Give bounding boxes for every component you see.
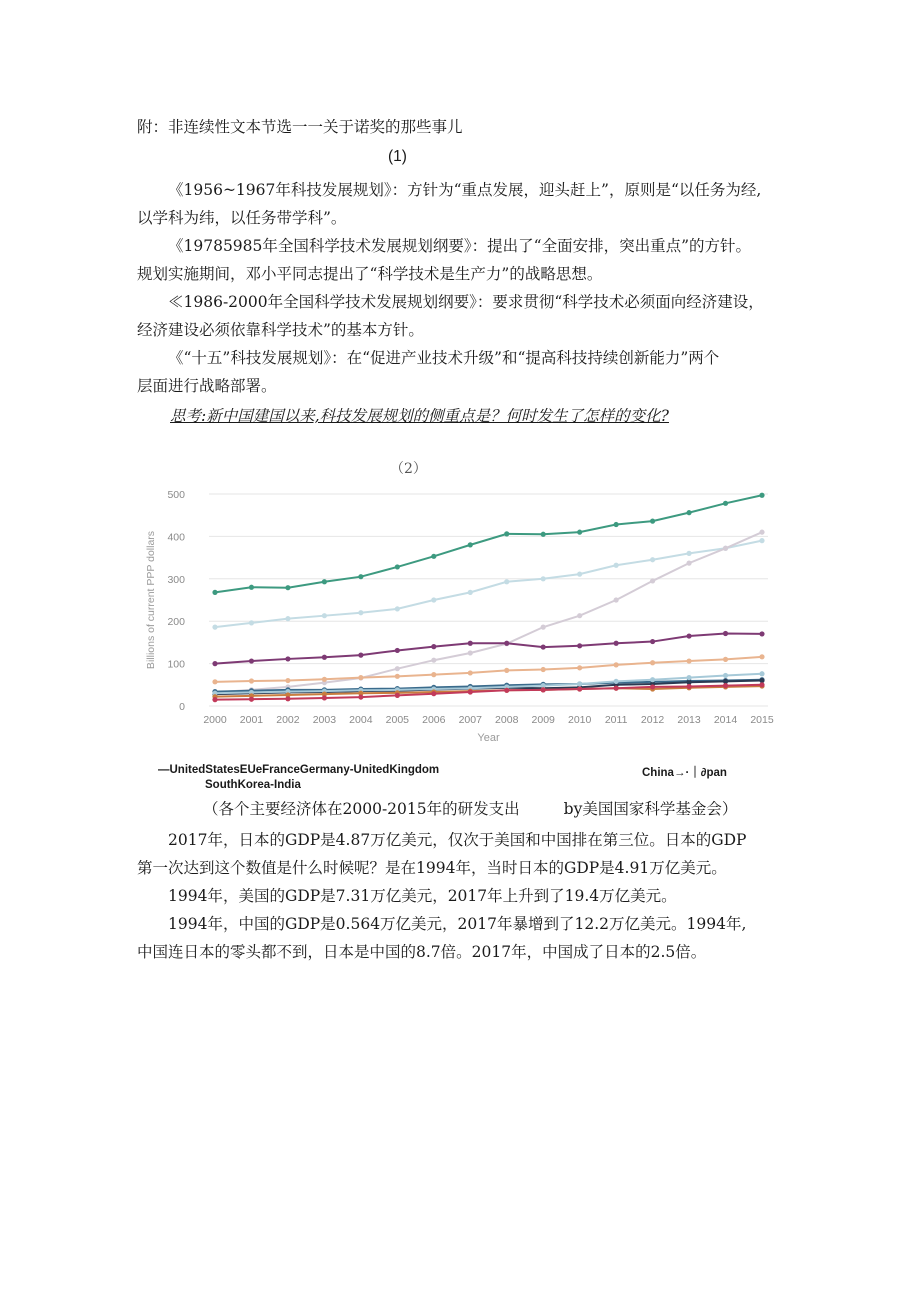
x-tick-label: 2003 (312, 714, 337, 726)
data-point (468, 689, 473, 694)
data-point (614, 563, 619, 568)
data-point (650, 557, 655, 562)
data-point (395, 666, 400, 671)
data-point (686, 551, 691, 556)
data-point (686, 633, 691, 638)
data-point (212, 697, 217, 702)
gdp-paragraph-2 (137, 882, 787, 910)
data-point (723, 673, 728, 678)
plan-4 (137, 344, 787, 400)
series-line-1 (215, 541, 762, 627)
data-point (650, 684, 655, 689)
data-point (212, 679, 217, 684)
plan-2-line-1: 《19785985年全国科学技术发展规划纲要》：提出了“全面安排，突出重点”的方针。 (168, 237, 751, 255)
data-point (322, 655, 327, 660)
x-tick-label: 2007 (458, 714, 482, 726)
series-line-2 (215, 532, 762, 692)
data-point (577, 572, 582, 577)
data-point (686, 658, 691, 663)
x-tick-label: 2000 (203, 714, 227, 726)
data-point (759, 493, 764, 498)
data-point (759, 671, 764, 676)
data-point (614, 679, 619, 684)
think-question: 思考:新中国建国以来,科技发展规划的侧重点是？何时发生了怎样的变化? (170, 407, 669, 425)
data-point (723, 546, 728, 551)
plan-2 (137, 232, 787, 288)
data-point (541, 532, 546, 537)
data-point (614, 597, 619, 602)
rd-spending-chart (140, 478, 780, 748)
data-point (686, 675, 691, 680)
data-point (614, 641, 619, 646)
data-point (212, 661, 217, 666)
data-point (431, 597, 436, 602)
gdp-paragraph-3-line-1: 1994年，中国的GDP是0.564万亿美元，2017年暴增到了12.2万亿美元。1994年, (168, 915, 747, 933)
data-point (504, 668, 509, 673)
section-1-label: (1) (388, 148, 407, 165)
plan-3-line-1: ≪1986-2000年全国科学技术发展规划纲要》：要求贯彻“科学技术必须面向经济建设， (168, 293, 764, 311)
data-point (723, 501, 728, 506)
data-point (358, 574, 363, 579)
x-tick-label: 2015 (750, 714, 774, 726)
data-point (723, 657, 728, 662)
y-tick-label: 300 (167, 573, 185, 586)
x-tick-label: 2010 (567, 714, 592, 726)
plan-1 (137, 176, 787, 232)
data-point (650, 660, 655, 665)
data-point (541, 576, 546, 581)
x-tick-label: 2001 (239, 714, 264, 726)
data-point (249, 585, 254, 590)
data-point (431, 672, 436, 677)
data-point (577, 665, 582, 670)
y-tick-label: 0 (179, 701, 185, 713)
gdp-paragraph-1-line-2: 第一次达到这个数值是什么时候呢？是在1994年，当时日本的GDP是4.91万亿美元。 (137, 859, 727, 877)
data-point (468, 650, 473, 655)
data-point (285, 656, 290, 661)
data-point (650, 578, 655, 583)
data-point (723, 683, 728, 688)
data-point (395, 693, 400, 698)
chart-caption-source: by美国国家科学基金会） (563, 800, 738, 818)
data-point (249, 678, 254, 683)
data-point (322, 695, 327, 700)
x-tick-label: 2011 (604, 714, 628, 726)
data-point (395, 674, 400, 679)
x-tick-label: 2014 (713, 714, 738, 726)
x-axis-label: Year (477, 732, 500, 744)
data-point (577, 613, 582, 618)
data-point (322, 579, 327, 584)
data-point (358, 653, 363, 658)
x-tick-label: 2005 (385, 714, 410, 726)
data-point (577, 530, 582, 535)
data-point (468, 641, 473, 646)
data-point (322, 613, 327, 618)
data-point (249, 697, 254, 702)
data-point (395, 648, 400, 653)
plan-3-line-2: 经济建设必须依靠科学技术”的基本方针。 (137, 321, 424, 339)
data-point (285, 696, 290, 701)
plan-2-line-2: 规划实施期间，邓小平同志提出了“科学技术是生产力”的战略思想。 (137, 265, 603, 283)
data-point (759, 654, 764, 659)
y-tick-label: 100 (167, 658, 185, 671)
x-tick-label: 2006 (422, 714, 446, 726)
data-point (541, 644, 546, 649)
data-point (431, 658, 436, 663)
plan-4-line-1: 《“十五”科技发展规划》：在“促进产业技术升级”和“提高科技持续创新能力”两个 (168, 349, 720, 367)
section-2-label: （2） (390, 461, 427, 477)
x-tick-label: 2004 (349, 714, 373, 726)
y-tick-label: 400 (167, 531, 185, 544)
plan-1-line-1: 《1956~1967年科技发展规划》：方针为“重点发展，迎头赶上”，原则是“以任务为经, (168, 181, 762, 199)
gdp-paragraph-1 (137, 826, 787, 882)
y-tick-label: 200 (167, 616, 185, 629)
data-point (541, 687, 546, 692)
data-point (577, 681, 582, 686)
document-heading: 附：非连续性文本节选一一关于诺奖的那些事儿 (137, 118, 463, 136)
data-point (431, 691, 436, 696)
chart-caption-text: （各个主要经济体在2000-2015年的研发支出 (203, 800, 520, 818)
data-point (614, 522, 619, 527)
data-point (468, 590, 473, 595)
data-point (212, 590, 217, 595)
x-tick-label: 2013 (677, 714, 701, 726)
data-point (686, 561, 691, 566)
data-point (395, 564, 400, 569)
data-point (650, 639, 655, 644)
data-point (614, 686, 619, 691)
data-point (650, 677, 655, 682)
data-point (577, 643, 582, 648)
data-point (504, 531, 509, 536)
x-tick-label: 2008 (495, 714, 519, 726)
data-point (686, 510, 691, 515)
data-point (759, 682, 764, 687)
data-point (614, 662, 619, 667)
series-line-0 (215, 495, 762, 592)
data-point (504, 641, 509, 646)
data-point (759, 538, 764, 543)
chart-caption (203, 797, 737, 819)
legend-china-japan: China→·｜∂pan (642, 767, 727, 779)
data-point (504, 579, 509, 584)
data-point (212, 625, 217, 630)
gdp-paragraph-2-line-1: 1994年，美国的GDP是7.31万亿美元，2017年上升到了19.4万亿美元。 (168, 887, 677, 905)
plan-4-line-2: 层面进行战略部署。 (137, 377, 277, 395)
data-point (541, 667, 546, 672)
data-point (759, 530, 764, 535)
data-point (431, 644, 436, 649)
data-point (504, 688, 509, 693)
data-point (322, 677, 327, 682)
data-point (541, 625, 546, 630)
gdp-paragraph-3-line-2: 中国连日本的零头都不到，日本是中国的8.7倍。2017年，中国成了日本的2.5倍。 (137, 943, 707, 961)
data-point (285, 616, 290, 621)
x-tick-label: 2012 (640, 714, 665, 726)
data-point (249, 620, 254, 625)
data-point (468, 670, 473, 675)
data-point (577, 686, 582, 691)
data-point (395, 606, 400, 611)
y-axis-label: Billions of current PPP dollars (145, 530, 157, 670)
plan-3 (137, 288, 787, 344)
gdp-paragraph-1-line-1: 2017年，日本的GDP是4.87万亿美元，仅次于美国和中国排在第三位。日本的GDP (168, 831, 747, 849)
data-point (759, 631, 764, 636)
plan-1-line-2: 以学科为纬，以任务带学科”。 (137, 209, 347, 227)
data-point (650, 519, 655, 524)
data-point (468, 542, 473, 547)
x-tick-label: 2009 (531, 714, 555, 726)
data-point (358, 610, 363, 615)
data-point (358, 675, 363, 680)
data-point (358, 694, 363, 699)
gdp-paragraph-3 (137, 910, 787, 966)
data-point (723, 631, 728, 636)
data-point (249, 658, 254, 663)
x-tick-label: 2002 (276, 714, 300, 726)
data-point (285, 678, 290, 683)
y-tick-label: 500 (167, 489, 185, 501)
data-point (431, 554, 436, 559)
data-point (686, 684, 691, 689)
legend-line-2: SouthKorea-India (205, 779, 301, 791)
data-point (285, 585, 290, 590)
legend-line-1: —UnitedStatesEUeFranceGermany-UnitedKingdom (158, 764, 440, 776)
